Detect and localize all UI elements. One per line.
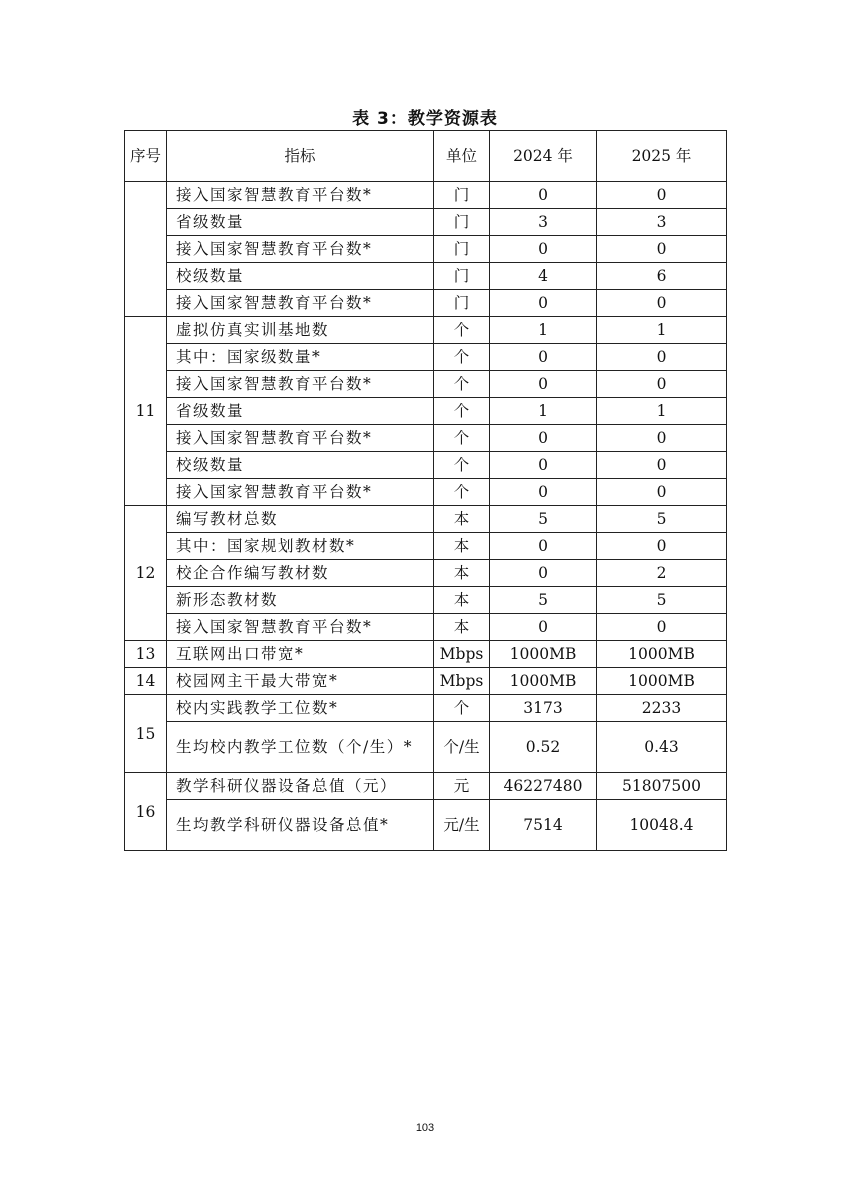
table-body: [125, 182, 727, 851]
value-2024-cell: 1000MB: [490, 668, 597, 695]
unit-cell: 门: [434, 290, 490, 317]
unit-cell: 个: [434, 425, 490, 452]
table-row: [125, 398, 727, 425]
unit-cell: 个: [434, 479, 490, 506]
value-2025-cell: 5: [597, 506, 727, 533]
table-row: [125, 452, 727, 479]
unit-cell: 本: [434, 614, 490, 641]
indicator-cell: 接入国家智慧教育平台数*: [167, 290, 434, 317]
header-indicator: 指标: [167, 131, 434, 182]
indicator-cell: 省级数量: [167, 209, 434, 236]
unit-cell: Mbps: [434, 668, 490, 695]
table-row: [125, 641, 727, 668]
value-2025-cell: 0: [597, 236, 727, 263]
value-2024-cell: 1: [490, 398, 597, 425]
value-2025-cell: 1: [597, 398, 727, 425]
table-row: [125, 425, 727, 452]
table-row: [125, 344, 727, 371]
seq-cell: 14: [125, 668, 167, 695]
value-2024-cell: 0.52: [490, 722, 597, 773]
seq-cell: 15: [125, 695, 167, 773]
unit-cell: 个: [434, 317, 490, 344]
value-2024-cell: 1: [490, 317, 597, 344]
value-2024-cell: 3: [490, 209, 597, 236]
table-row: [125, 182, 727, 209]
unit-cell: 门: [434, 182, 490, 209]
indicator-cell: 校级数量: [167, 263, 434, 290]
table-row: [125, 587, 727, 614]
value-2025-cell: 0: [597, 344, 727, 371]
value-2024-cell: 3173: [490, 695, 597, 722]
indicator-cell: 接入国家智慧教育平台数*: [167, 425, 434, 452]
indicator-cell: 虚拟仿真实训基地数: [167, 317, 434, 344]
seq-cell: 13: [125, 641, 167, 668]
table-title: 表 3：教学资源表: [352, 109, 498, 129]
header-unit: 单位: [434, 131, 490, 182]
seq-cell: 11: [125, 317, 167, 506]
value-2025-cell: 0: [597, 452, 727, 479]
unit-cell: 个: [434, 371, 490, 398]
header-2025: 2025 年: [597, 131, 727, 182]
indicator-cell: 接入国家智慧教育平台数*: [167, 371, 434, 398]
teaching-resources-table: [124, 130, 727, 851]
value-2024-cell: 0: [490, 560, 597, 587]
value-2025-cell: 1000MB: [597, 641, 727, 668]
indicator-cell: 校企合作编写教材数: [167, 560, 434, 587]
table-row: [125, 263, 727, 290]
indicator-cell: 校内实践教学工位数*: [167, 695, 434, 722]
value-2024-cell: 46227480: [490, 773, 597, 800]
value-2025-cell: 0: [597, 479, 727, 506]
indicator-cell: 生均校内教学工位数（个/生）*: [167, 722, 434, 773]
table-row: [125, 209, 727, 236]
value-2025-cell: 2233: [597, 695, 727, 722]
value-2024-cell: 0: [490, 479, 597, 506]
value-2025-cell: 0: [597, 533, 727, 560]
indicator-cell: 其中：国家级数量*: [167, 344, 434, 371]
indicator-cell: 互联网出口带宽*: [167, 641, 434, 668]
table-row: [125, 533, 727, 560]
seq-cell: [125, 182, 167, 317]
value-2025-cell: 10048.4: [597, 800, 727, 851]
value-2025-cell: 5: [597, 587, 727, 614]
value-2025-cell: 0: [597, 371, 727, 398]
table-row: [125, 695, 727, 722]
value-2024-cell: 0: [490, 533, 597, 560]
indicator-cell: 校园网主干最大带宽*: [167, 668, 434, 695]
seq-cell: 16: [125, 773, 167, 851]
header-seq: 序号: [125, 131, 167, 182]
table-row: [125, 773, 727, 800]
unit-cell: 本: [434, 587, 490, 614]
indicator-cell: 其中：国家规划教材数*: [167, 533, 434, 560]
value-2024-cell: 0: [490, 452, 597, 479]
indicator-cell: 接入国家智慧教育平台数*: [167, 479, 434, 506]
value-2024-cell: 0: [490, 371, 597, 398]
unit-cell: 个: [434, 398, 490, 425]
indicator-cell: 省级数量: [167, 398, 434, 425]
table-row: [125, 614, 727, 641]
value-2025-cell: 2: [597, 560, 727, 587]
value-2025-cell: 3: [597, 209, 727, 236]
value-2025-cell: 1: [597, 317, 727, 344]
value-2025-cell: 0: [597, 425, 727, 452]
unit-cell: 本: [434, 506, 490, 533]
unit-cell: 元/生: [434, 800, 490, 851]
value-2024-cell: 5: [490, 587, 597, 614]
value-2025-cell: 51807500: [597, 773, 727, 800]
indicator-cell: 生均教学科研仪器设备总值*: [167, 800, 434, 851]
table-row: [125, 371, 727, 398]
table-row: [125, 236, 727, 263]
value-2024-cell: 1000MB: [490, 641, 597, 668]
unit-cell: Mbps: [434, 641, 490, 668]
seq-cell: 12: [125, 506, 167, 641]
table-row: [125, 800, 727, 851]
table-row: [125, 479, 727, 506]
unit-cell: 个/生: [434, 722, 490, 773]
unit-cell: 门: [434, 209, 490, 236]
value-2024-cell: 5: [490, 506, 597, 533]
indicator-cell: 接入国家智慧教育平台数*: [167, 182, 434, 209]
unit-cell: 本: [434, 533, 490, 560]
table-row: [125, 290, 727, 317]
unit-cell: 个: [434, 452, 490, 479]
value-2024-cell: 0: [490, 290, 597, 317]
page-number: 103: [415, 1122, 435, 1134]
table-row: [125, 668, 727, 695]
value-2024-cell: 0: [490, 614, 597, 641]
value-2024-cell: 4: [490, 263, 597, 290]
indicator-cell: 新形态教材数: [167, 587, 434, 614]
unit-cell: 门: [434, 236, 490, 263]
table-row: [125, 722, 727, 773]
unit-cell: 门: [434, 263, 490, 290]
value-2025-cell: 0.43: [597, 722, 727, 773]
indicator-cell: 教学科研仪器设备总值（元）: [167, 773, 434, 800]
value-2024-cell: 0: [490, 236, 597, 263]
table-header-row: [125, 131, 727, 182]
indicator-cell: 编写教材总数: [167, 506, 434, 533]
unit-cell: 个: [434, 695, 490, 722]
value-2024-cell: 7514: [490, 800, 597, 851]
value-2024-cell: 0: [490, 344, 597, 371]
value-2024-cell: 0: [490, 425, 597, 452]
value-2025-cell: 0: [597, 290, 727, 317]
indicator-cell: 接入国家智慧教育平台数*: [167, 236, 434, 263]
table-row: [125, 317, 727, 344]
unit-cell: 本: [434, 560, 490, 587]
value-2025-cell: 6: [597, 263, 727, 290]
unit-cell: 元: [434, 773, 490, 800]
value-2024-cell: 0: [490, 182, 597, 209]
value-2025-cell: 1000MB: [597, 668, 727, 695]
indicator-cell: 校级数量: [167, 452, 434, 479]
header-2024: 2024 年: [490, 131, 597, 182]
value-2025-cell: 0: [597, 182, 727, 209]
table-row: [125, 506, 727, 533]
unit-cell: 个: [434, 344, 490, 371]
value-2025-cell: 0: [597, 614, 727, 641]
indicator-cell: 接入国家智慧教育平台数*: [167, 614, 434, 641]
table-row: [125, 560, 727, 587]
